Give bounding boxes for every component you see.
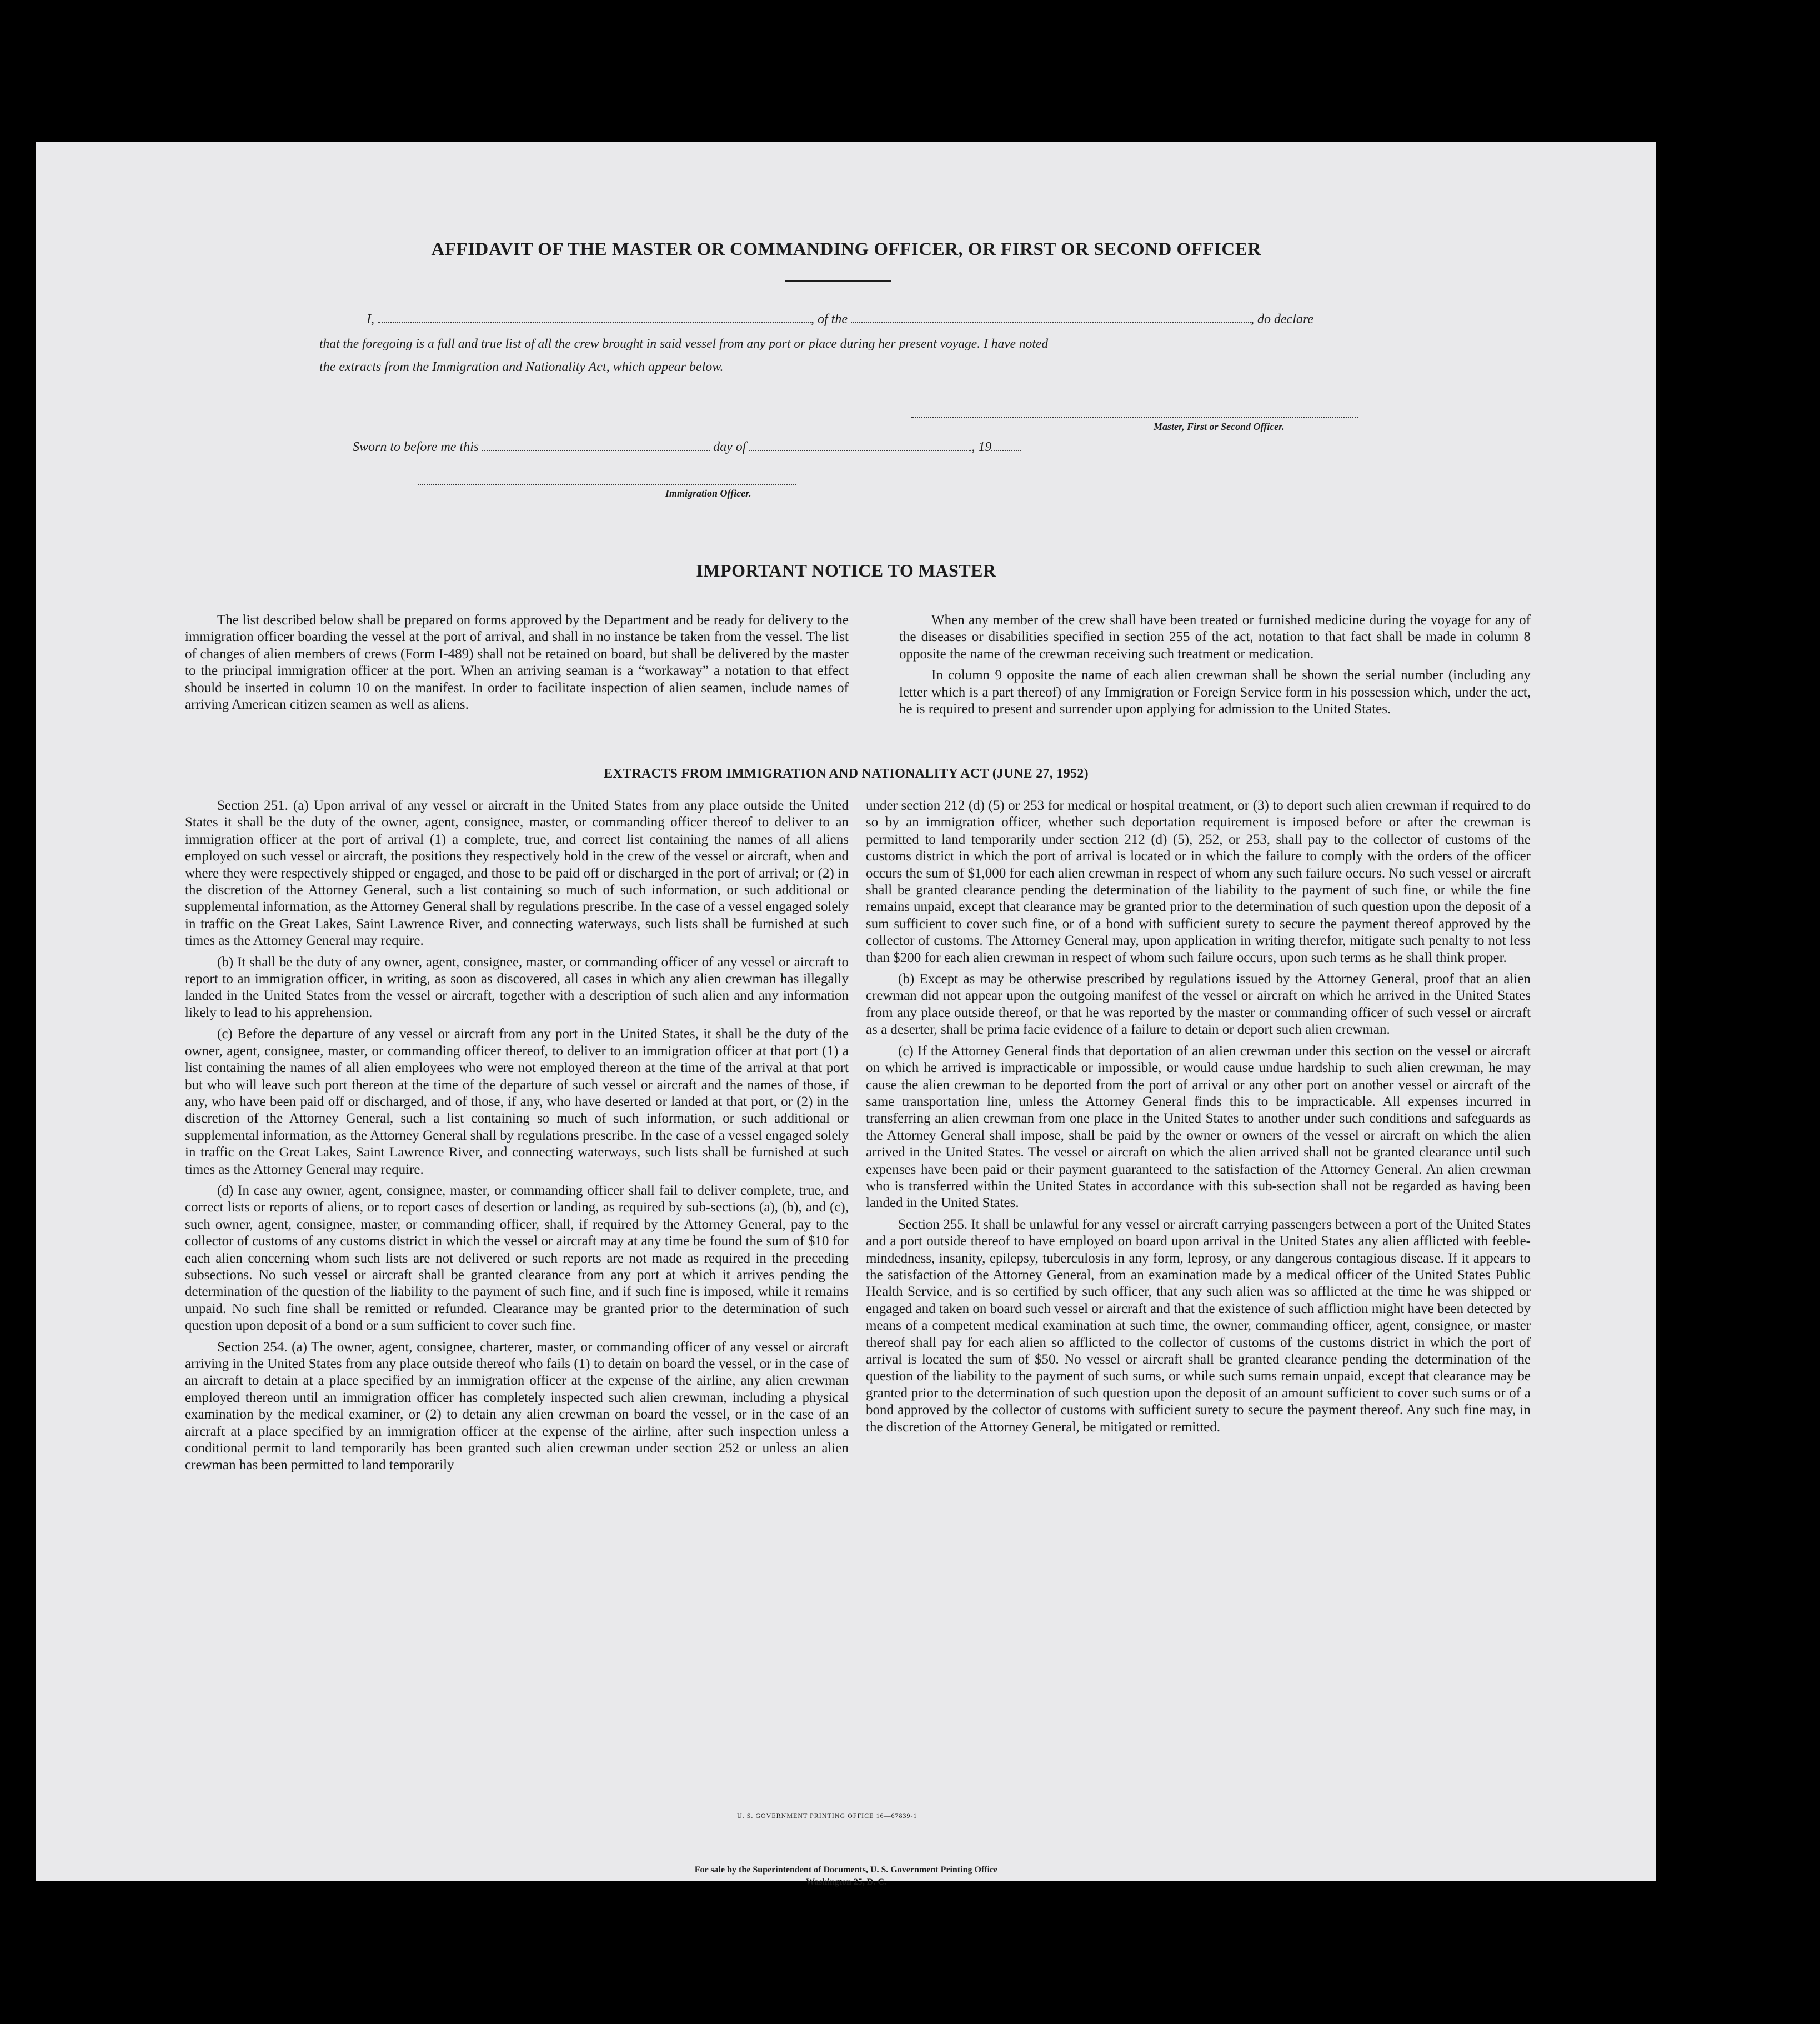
affidavit-line-3: the extracts from the Immigration and Nationality Act, which appear below.	[319, 360, 724, 374]
affidavit-title: AFFIDAVIT OF THE MASTER OR COMMANDING OFFICER, OR FIRST OR SECOND OFFICER	[431, 239, 1261, 259]
sale-line-2: Washington 25, D. C.	[806, 1877, 886, 1887]
master-caption: Master, First or Second Officer.	[1154, 421, 1285, 432]
of-the-label: , of the	[811, 312, 848, 327]
sworn-day-field[interactable]	[482, 438, 710, 451]
extracts-right-column	[866, 798, 1531, 1440]
printing-office-line: U. S. GOVERNMENT PRINTING OFFICE 16—67839-1	[737, 1812, 917, 1820]
title-rule	[785, 280, 891, 282]
extract-paragraph: Section 254. (a) The owner, agent, consignee, charterer, master, or commanding officer of any vessel or aircraft arriving in the United States from any place outside thereof who fails (1) to detain on board the vessel, or in the case of an aircraft to detain at a place specified by an immigration officer at the expense of the airline, any alien crewman employed thereon until an immigration officer has completely inspected such alien crewman, including a physical examination by the medical examiner, or (2) to detain any alien crewman on board the vessel, or in the case of an aircraft at a place specified by an immigration officer at the expense of the airline, after such inspection unless a conditional permit to land temporarily has been granted such alien crewman under section 252 or unless an alien crewman has been permitted to land temporarily	[185, 1339, 849, 1473]
name-field[interactable]	[378, 310, 811, 323]
notice-left-column	[185, 612, 849, 718]
extract-paragraph: Section 255. It shall be unlawful for any vessel or aircraft carrying passengers between a port of the United States and a port outside thereof to have employed on board upon arrival in the United States any alien afflicted with feeble-mindedness, insanity, epilepsy, tuberculosis in any form, leprosy, or any dangerous contagious disease. If it appears to the satisfaction of the Attorney General, from an examination made by a medical officer of the United States Public Health Service, and is so certified by such officer, that any such alien was so afflicted at the time he was shipped or engaged and taken on board such vessel or aircraft and that the existence of such affliction might have been detected by means of a competent medical examination at such time, the owner, commanding officer, agent, consignee, or master thereof shall pay for each alien so afflicted to the collector of customs of the customs district in which the port of arrival is located the sum of $50. No vessel or aircraft shall be granted clearance pending the determination of the question of the liability to the payment of such sums, or while such sums remain unpaid, except that clearance may be granted prior to the determination of such question upon the deposit of an amount sufficient to cover such sums or of a bond approved by the collector of customs with sufficient surety to secure the payment thereof. Any such fine may, in the discretion of the Attorney General, be mitigated or remitted.	[866, 1216, 1531, 1435]
extract-paragraph: under section 212 (d) (5) or 253 for medical or hospital treatment, or (3) to deport such alien crewman if required to do so by an immigration officer, whether such deportation requirement is imposed before or after the crewman is permitted to land temporarily under section 212 (d) (5), 252, or 253, shall pay to the collector of customs of the customs district in which the port of arrival is located or in which the failure to comply with the orders of the officer occurs the sum of $1,000 for each alien crewman in respect of whom any such failure occurs. No such vessel or aircraft shall be granted clearance pending the determination of the liability to the payment of such fine, or while the fine remains unpaid, except that clearance may be granted prior to the determination of such question upon the deposit of a sum sufficient to cover such fine, or of a bond with sufficient surety to secure the payment thereof approved by the collector of customs. The Attorney General may, upon application in writing therefor, mitigate such penalty to not less than $200 for each alien crewman in respect of whom such failure occurs, upon such terms as he shall think proper.	[866, 798, 1531, 965]
notice-left-text: The list described below shall be prepared on forms approved by the Department and be ready for delivery to the immigration officer boarding the vessel at the port of arrival, and shall in no instance be taken from the vessel. The list of changes of alien members of crews (Form I-489) shall not be retained on board, but shall be delivered by the master to the principal immigration officer at the port. When an arriving seaman is a “workaway” a notation to that effect should be inserted in column 10 on the manifest. In order to facilitate inspection of alien seamen, include names of arriving American citizen seamen as well as aliens.	[185, 613, 849, 713]
vessel-field[interactable]	[851, 310, 1251, 323]
extract-paragraph: (d) In case any owner, agent, consignee, master, or commanding officer shall fail to deliver complete, true, and correct lists or reports of aliens, or to report cases of desertion or landing, as required by sub-sections (a), (b), and (c), such owner, agent, consignee, master, or commanding officer, shall, if required by the Attorney General, pay to the collector of customs of any customs district in which the vessel or aircraft may at any time be found the sum of $10 for each alien concerning whom such lists are not delivered or such reports are not made as required in the preceding subsections. No such vessel or aircraft shall be granted clearance from any port at which it arrives pending the determination of the question of the liability to the payment of such fine, and if such fine is imposed, while it remains unpaid. No such fine shall be remitted or refunded. Clearance may be granted prior to the determination of such question upon deposit of a bond or a sum sufficient to cover such fine.	[185, 1183, 849, 1334]
affidavit-i-label: I,	[367, 312, 374, 327]
master-signature-line[interactable]	[911, 417, 1358, 418]
notice-right-column	[899, 612, 1531, 722]
immigration-caption: Immigration Officer.	[665, 488, 751, 499]
sworn-line	[353, 438, 1021, 455]
notice-right-text-2: In column 9 opposite the name of each alien crewman shall be shown the serial number (including any letter which is a part thereof) of any Immigration or Foreign Service form in his possession which, under the act, he is required to present and surrender upon applying for admission to the United States.	[899, 668, 1531, 717]
sworn-month-field[interactable]	[749, 438, 971, 451]
extract-paragraph: (c) Before the departure of any vessel or aircraft from any port in the United States, it shall be the duty of the owner, agent, consignee, master, or commanding officer thereof, to deliver to an immigration officer at that port (1) a list containing the names of all alien employees who were not employed thereon at the time of the arrival at that port but who will leave such port thereon at the time of the departure of such vessel or aircraft and the names of those, if any, who have been paid off or discharged, and of those, if any, who have deserted or landed at that port, or (2) in the discretion of the Attorney General, such a list containing so much of such information, or such additional or supplemental information, as the Attorney General shall by regulations prescribe. In the case of a vessel engaged solely in traffic on the Great Lakes, Saint Lawrence River, and connecting waterways, such lists shall be furnished at such times as the Attorney General may require.	[185, 1026, 849, 1177]
extract-paragraph: (b) Except as may be otherwise prescribed by regulations issued by the Attorney General, proof that an alien crewman did not appear upon the outgoing manifest of the vessel or aircraft on which he arrived in the United States from any place outside thereof, or that he was reported by the master or commanding officer of such vessel or aircraft as a deserter, shall be prima facie evidence of a failure to detain or deport such alien crewman.	[866, 971, 1531, 1038]
immigration-signature-line[interactable]	[418, 484, 796, 485]
sworn-year-field[interactable]	[991, 438, 1021, 451]
extract-paragraph: (c) If the Attorney General finds that deportation of an alien crewman under this section on the vessel or aircraft on which he arrived is impracticable or impossible, or would cause undue hardship to such alien crewman, he may cause the alien crewman to be deported from the port of arrival or any other port on another vessel or aircraft of the same transportation line, unless the Attorney General finds this to be impracticable. All expenses incurred in transferring an alien crewman from one place in the United States to another under such conditions and safeguards as the Attorney General shall impose, shall be paid by the owner or owners of the vessel or aircraft on which the alien arrived in the United States. The vessel or aircraft on which the alien arrived shall not be granted clearance until such expenses have been paid or their payment guaranteed to the satisfaction of the Attorney General. An alien crewman who is transferred within the United States in accordance with this sub-section shall not be regarded as having been landed in the United States.	[866, 1043, 1531, 1211]
affidavit-line-2: that the foregoing is a full and true list of all the crew brought in said vessel from any port or place during her present voyage. I have noted	[319, 337, 1049, 351]
notice-right-text-1: When any member of the crew shall have been treated or furnished medicine during the voyage for any of the diseases or disabilities specified in section 255 of the act, notation to that fact shall be made in column 8 opposite the name of the crewman receiving such treatment or medication.	[899, 613, 1531, 662]
sworn-label: Sworn to before me this	[353, 440, 479, 454]
extract-paragraph: Section 251. (a) Upon arrival of any vessel or aircraft in the United States from any place outside the United States it shall be the duty of the owner, agent, consignee, master, or commanding officer thereof to deliver to an immigration officer at the port of arrival (1) a complete, true, and correct list containing the names of all aliens employed on such vessel or aircraft, the positions they respectively hold in the crew of the vessel or aircraft, when and where they were respectively shipped or engaged, and those to be paid off or discharged in the port of arrival; or (2) in the discretion of the Attorney General, such a list containing so much of such information, or such additional or supplemental information, as the Attorney General shall by regulations prescribe. In the case of a vessel engaged solely in traffic on the Great Lakes, Saint Lawrence River, and connecting waterways, such lists shall be furnished at such times as the Attorney General may require.	[185, 798, 849, 949]
affidavit-line-1	[367, 310, 1313, 327]
extracts-title: EXTRACTS FROM IMMIGRATION AND NATIONALITY ACT (JUNE 27, 1952)	[604, 766, 1089, 781]
year-prefix: , 19	[971, 440, 992, 454]
sale-line-1: For sale by the Superintendent of Documents, U. S. Government Printing Office	[694, 1865, 998, 1875]
day-of-label: day of	[713, 440, 746, 454]
notice-title: IMPORTANT NOTICE TO MASTER	[696, 560, 996, 580]
extracts-left-column	[185, 798, 849, 1479]
document-page	[36, 142, 1656, 1887]
extract-paragraph: (b) It shall be the duty of any owner, agent, consignee, master, or commanding officer of any vessel or aircraft to report to an immigration officer, in writing, as soon as discovered, all cases in which any alien crewman has illegally landed in the United States from the vessel or aircraft, together with a description of such alien and any information likely to lead to his apprehension.	[185, 954, 849, 1020]
declare-label: , do declare	[1251, 312, 1314, 327]
